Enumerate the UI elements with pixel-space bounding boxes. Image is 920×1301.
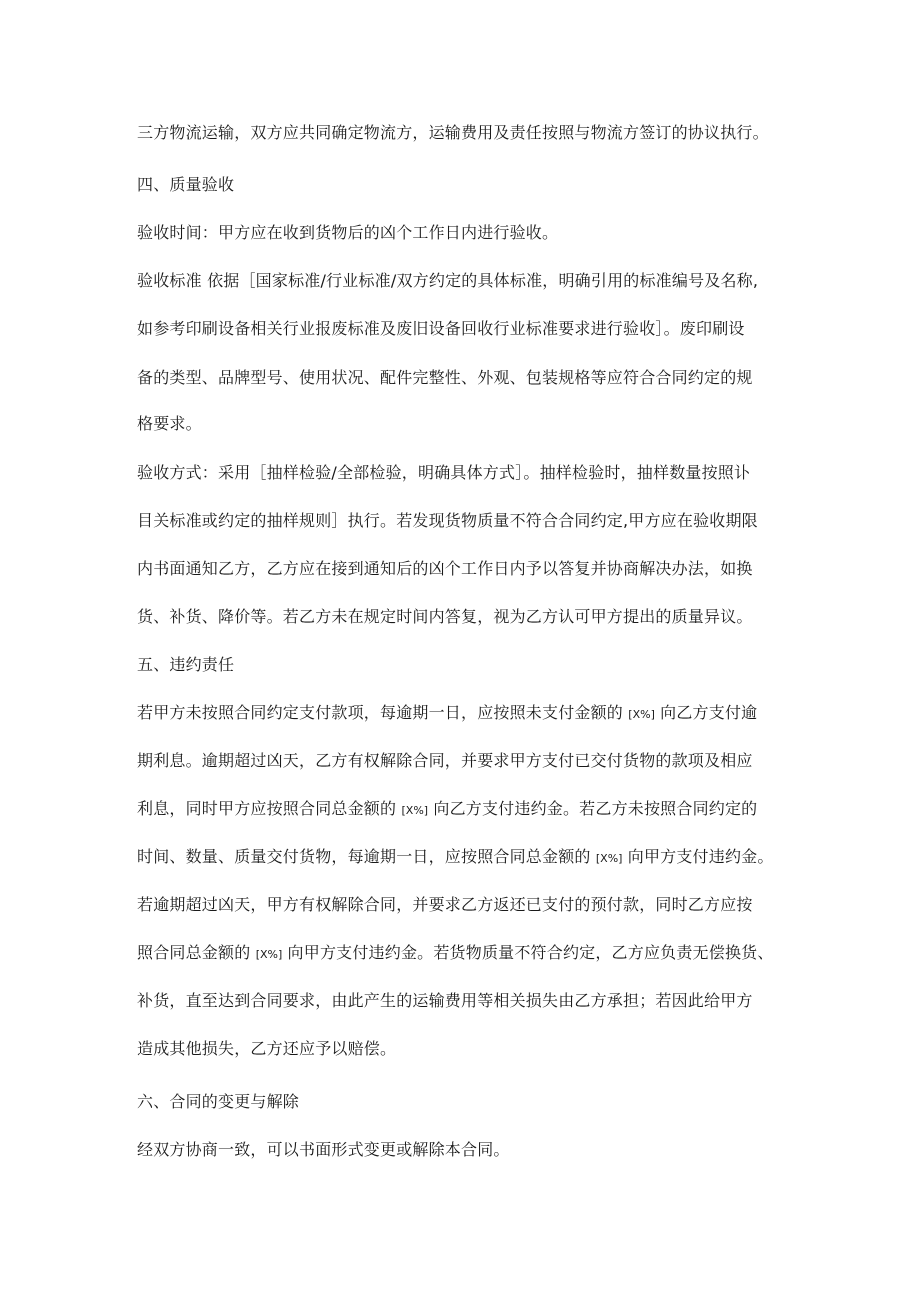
- paragraph-line: [137, 702, 757, 726]
- paragraph-line: [137, 846, 774, 870]
- paragraph-line: 货、补货、降价等。若乙方未在规定时间内答复，视为乙方认可甲方提出的质量异议。: [137, 607, 753, 626]
- paragraph-line: 格要求。: [137, 414, 202, 433]
- paragraph-line: 备的类型、品牌型号、使用状况、配件完整性、外观、包装规格等应符合合同约定的规: [137, 368, 753, 387]
- text-segment: 时间、数量、质量交付货物，每逾期一日，应按照合同总金额的: [137, 847, 596, 866]
- paragraph-line: 若逾期超过凶天，甲方有权解除合同，并要求乙方返还已支付的预付款，同时乙方应按: [137, 895, 753, 914]
- text-segment: 照合同总金额的: [137, 943, 256, 962]
- text-segment: 若甲方未按照合同约定支付款项，每逾期一日，应按照未支付金额的: [137, 703, 629, 722]
- paragraph-line: 三方物流运输，双方应共同确定物流方，运输费用及责任按照与物流方签订的协议执行。: [137, 123, 769, 142]
- text-segment: 向乙方支付违约金。若乙方未按照合同约定的: [428, 799, 758, 818]
- text-segment: 利息，同时甲方应按照合同总金额的: [137, 799, 402, 818]
- paragraph-line: 造成其他损失，乙方还应予以赔偿。: [137, 1039, 397, 1058]
- paragraph-line: 内书面通知乙方，乙方应在接到通知后的凶个工作日内予以答复并协商解决办法，如换: [137, 559, 753, 578]
- paragraph-line: 补货，直至达到合同要求，由此产生的运输费用等相关损失由乙方承担；若因此给甲方: [137, 991, 753, 1010]
- paragraph-line: 目关标准或约定的抽样规则］执行。若发现货物质量不符合合同约定,甲方应在验收期限: [137, 511, 758, 530]
- paragraph-line: [137, 798, 757, 822]
- paragraph-line: [137, 942, 774, 966]
- percentage-placeholder: [X%]: [595, 852, 623, 865]
- paragraph-line: 验收时间：甲方应在收到货物后的凶个工作日内进行验收。: [137, 223, 559, 242]
- percentage-placeholder: [X%]: [255, 948, 283, 961]
- text-segment: 向乙方支付逾: [654, 703, 758, 722]
- text-segment: 向甲方支付违约金。若货物质量不符合约定，乙方应负责无偿换货、: [282, 943, 774, 962]
- section-heading-quality: 四、质量验收: [137, 175, 235, 194]
- paragraph-line: 验收标准 依据［国家标准/行业标准/双方约定的具体标准，明确引用的标准编号及名称,: [137, 271, 759, 290]
- percentage-placeholder: [X%]: [401, 804, 429, 817]
- text-segment: 向甲方支付违约金。: [622, 847, 774, 866]
- section-heading-amendment: 六、合同的变更与解除: [137, 1092, 300, 1111]
- percentage-placeholder: [X%]: [628, 708, 655, 721]
- paragraph-line: 期利息。逾期超过凶天，乙方有权解除合同，并要求甲方支付已交付货物的款项及相应: [137, 751, 753, 770]
- paragraph-line: 经双方协商一致，可以书面形式变更或解除本合同。: [137, 1140, 510, 1159]
- paragraph-line: 验收方式：采用［抽样检验/全部检验，明确具体方式］。抽样检验时，抽样数量按照讣: [137, 463, 751, 482]
- paragraph-line: 如参考印刷设备相关行业报废标准及废旧设备回收行业标准要求进行验收］。废印刷设: [137, 319, 745, 338]
- section-heading-liability: 五、违约责任: [137, 655, 235, 674]
